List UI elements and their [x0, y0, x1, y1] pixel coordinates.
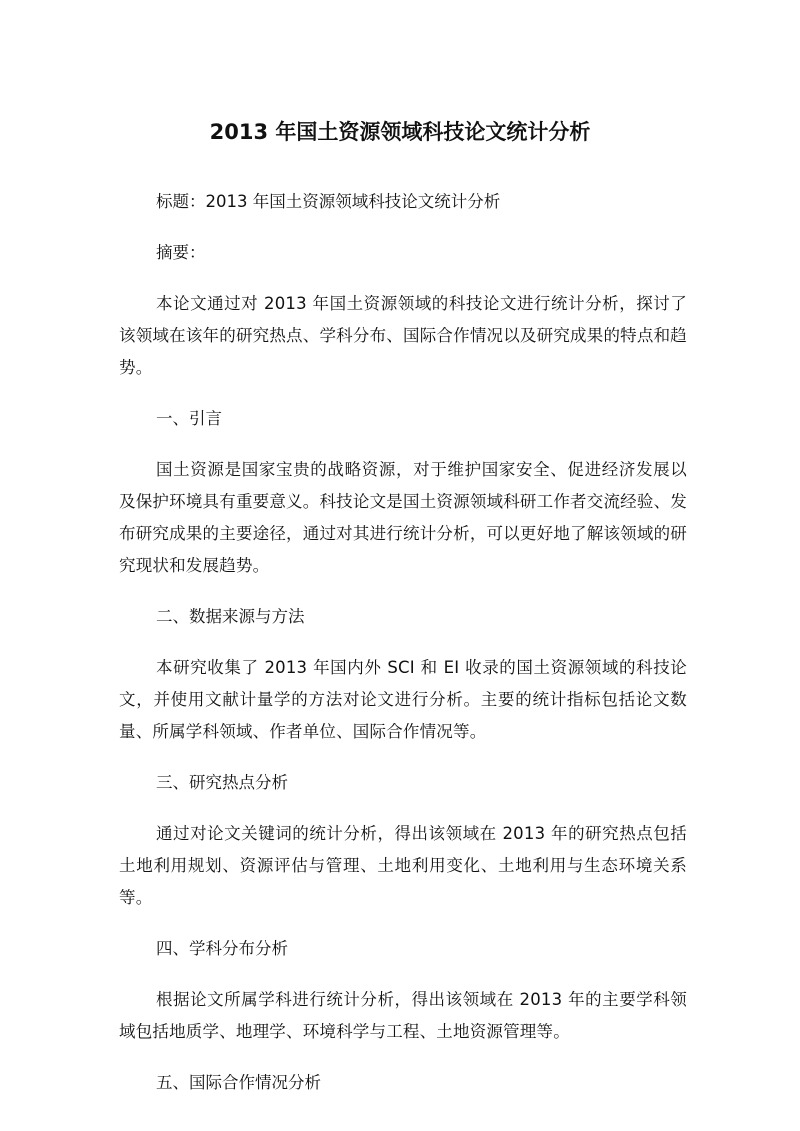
section-paragraph-data-methods: 本研究收集了 2013 年国内外 SCI 和 EI 收录的国土资源领域的科技论文，并使用文献计量学的方法对论文进行分析。主要的统计指标包括论文数量、所属学科领域、作者单位、国际合作情况等。	[119, 658, 687, 741]
section-paragraph-research-hotspots: 通过对论文关键词的统计分析，得出该领域在 2013 年的研究热点包括土地利用规划、资源评估与管理、土地利用变化、土地利用与生态环境关系等。	[119, 824, 687, 907]
section-heading-discipline-distribution: 四、学科分布分析	[156, 939, 288, 958]
section-heading-research-hotspots: 三、研究热点分析	[156, 773, 288, 792]
abstract-paragraph: 本论文通过对 2013 年国土资源领域的科技论文进行统计分析，探讨了该领域在该年的研究热点、学科分布、国际合作情况以及研究成果的特点和趋势。	[119, 294, 687, 377]
section-heading-data-methods: 二、数据来源与方法	[156, 607, 305, 626]
section-heading-introduction: 一、引言	[156, 409, 222, 428]
document-body	[119, 186, 687, 1118]
subtitle-line: 标题：2013 年国土资源领域科技论文统计分析	[156, 192, 501, 211]
abstract-label: 摘要：	[156, 243, 206, 262]
page-title: 2013 年国土资源领域科技论文统计分析	[209, 120, 591, 144]
section-paragraph-discipline-distribution: 根据论文所属学科进行统计分析，得出该领域在 2013 年的主要学科领域包括地质学、地理学、环境科学与工程、土地资源管理等。	[119, 990, 687, 1041]
section-paragraph-introduction: 国土资源是国家宝贵的战略资源，对于维护国家安全、促进经济发展以及保护环境具有重要意义。科技论文是国土资源领域科研工作者交流经验、发布研究成果的主要途径，通过对其进行统计分析，可以更好地了解该领域的研究现状和发展趋势。	[119, 460, 687, 575]
section-heading-international-cooperation: 五、国际合作情况分析	[156, 1073, 321, 1092]
